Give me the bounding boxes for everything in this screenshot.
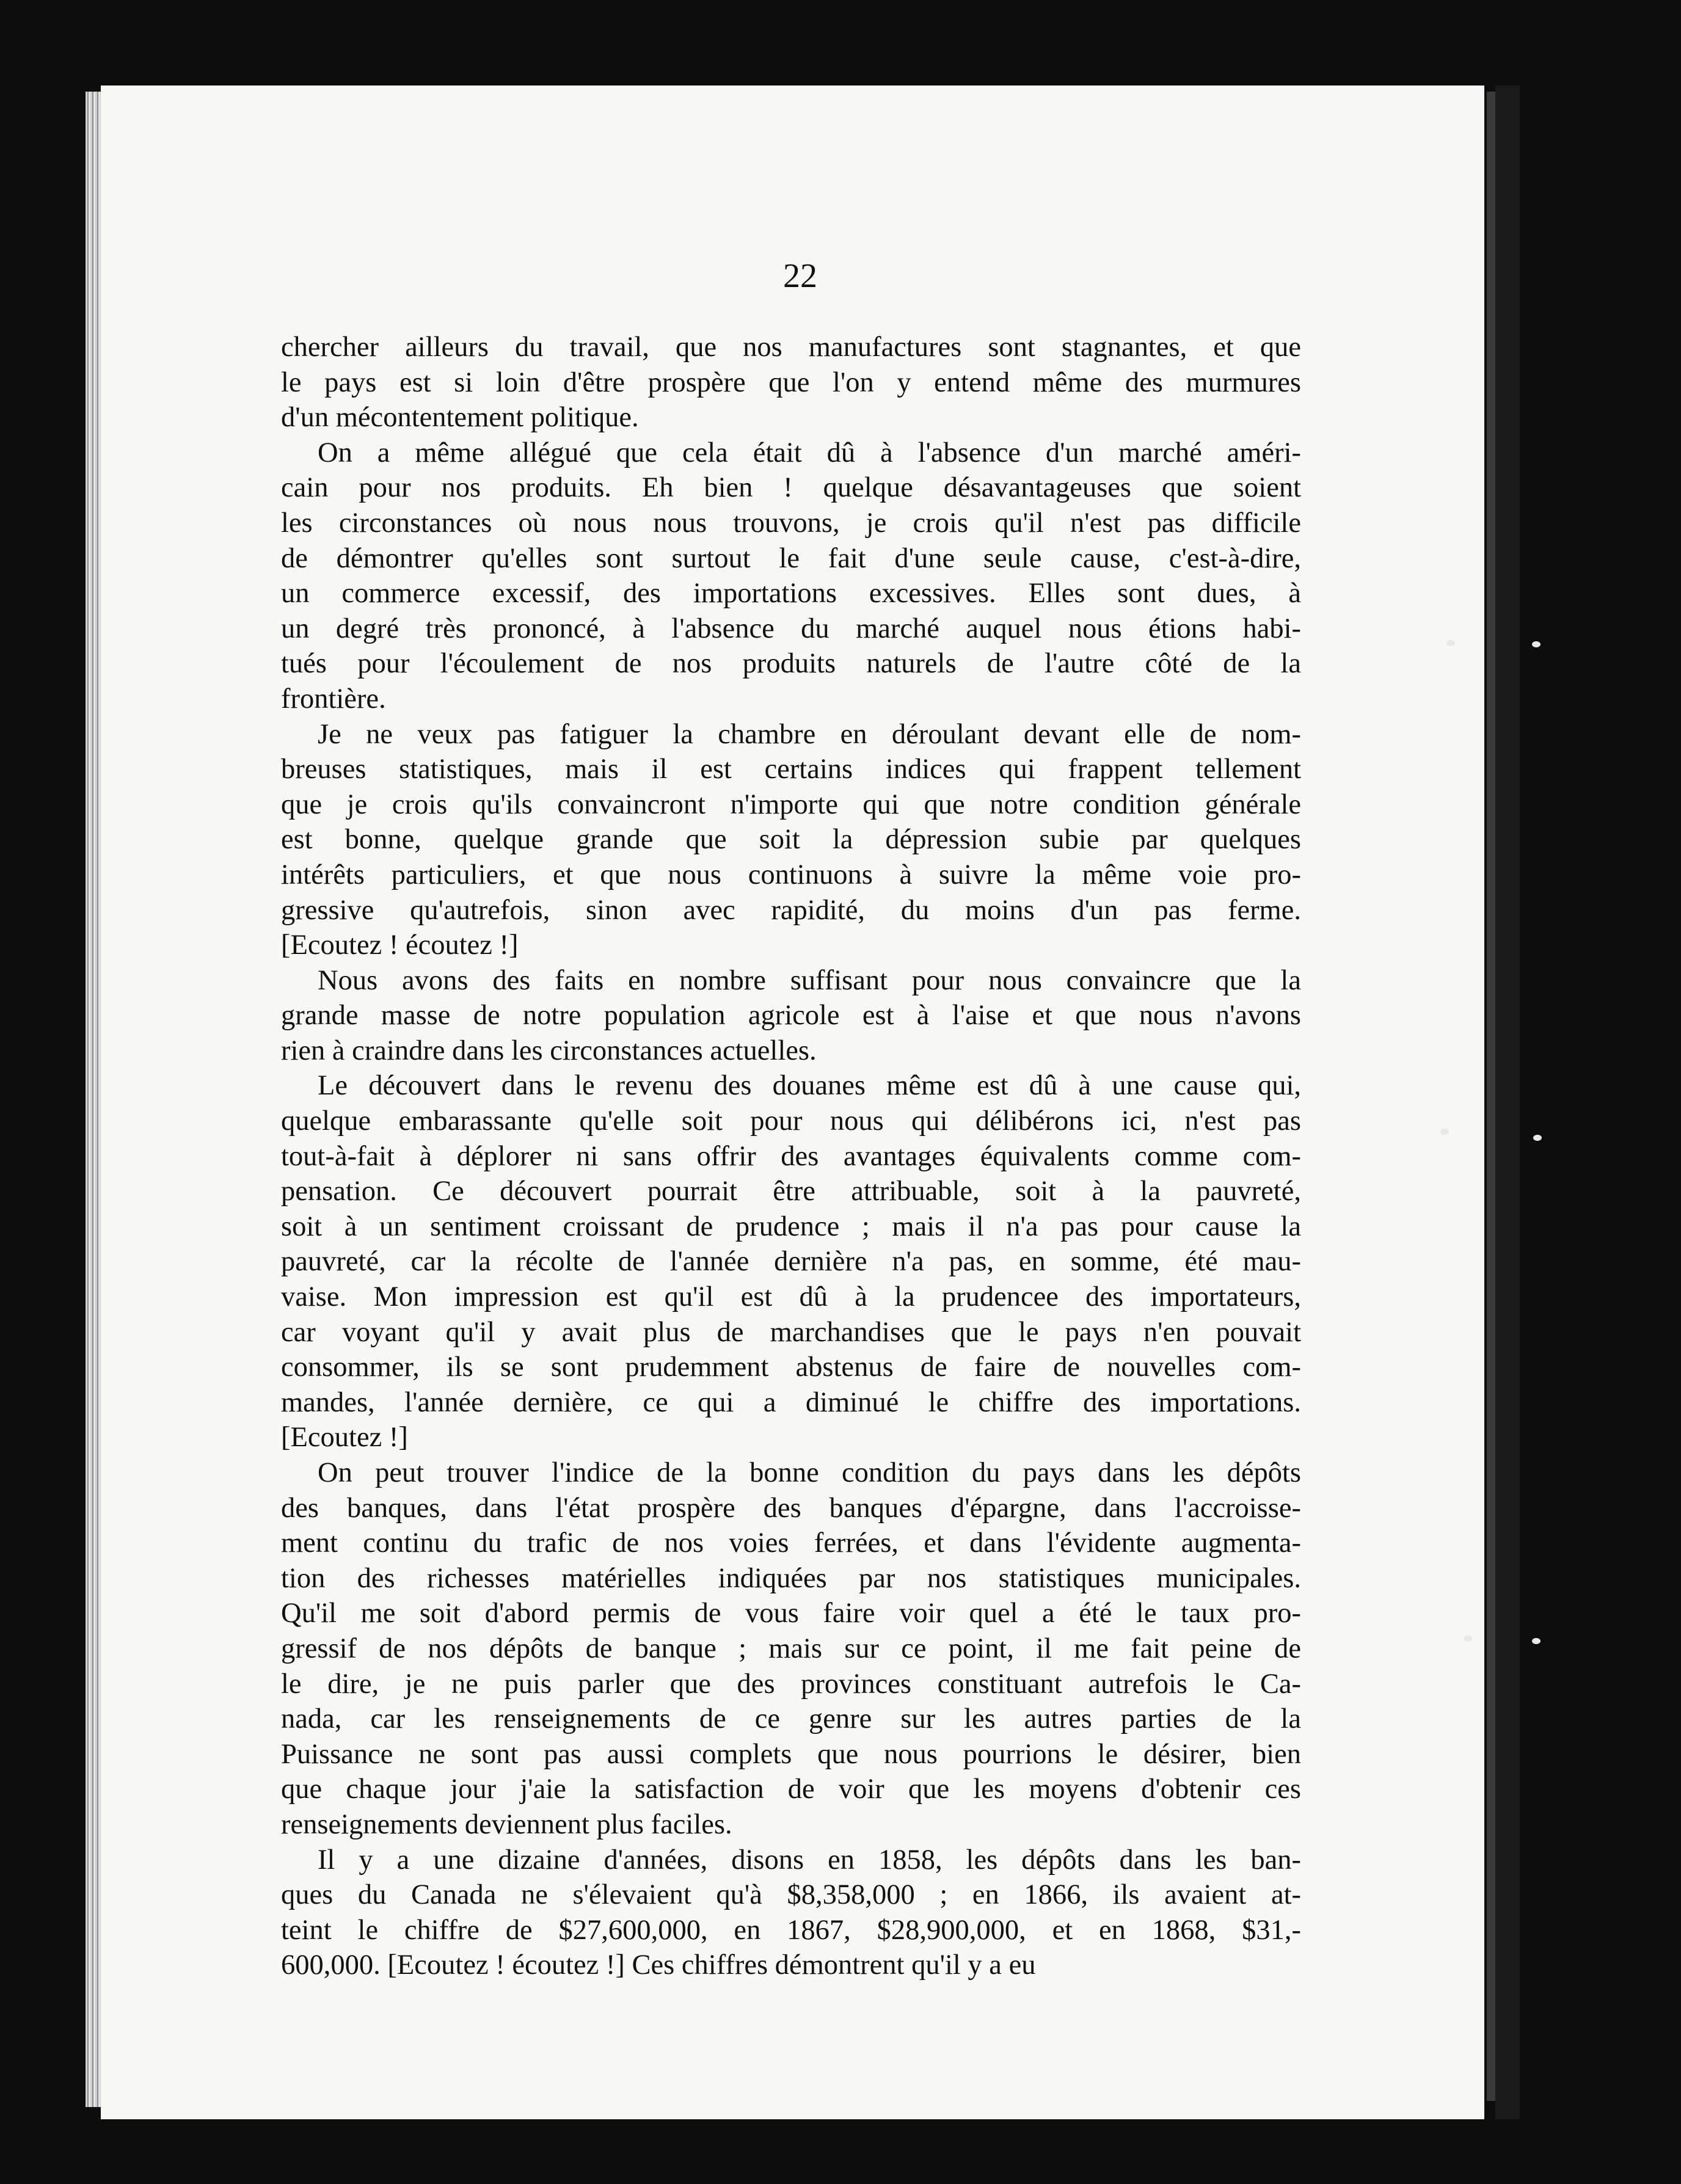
text-line: renseignements deviennent plus faciles.: [281, 1808, 732, 1840]
text-line: mandes, l'année dernière, ce qui a diminué le chiffre des importations.: [281, 1386, 1301, 1418]
text-line: frontière.: [281, 683, 386, 715]
text-line: breuses statistiques, mais il est certains indices qui frappent tellement: [281, 754, 1301, 785]
margin-speck: [1533, 1135, 1542, 1141]
text-line: est bonne, quelque grande que soit la dépression subie par quelques: [281, 824, 1301, 856]
paragraph: [281, 963, 1301, 1069]
text-line: que je crois qu'ils convaincront n'importe qui que notre condition générale: [281, 788, 1301, 820]
text-line: 600,000. [Ecoutez ! écoutez !] Ces chiffres démontrent qu'il y a eu: [281, 1949, 1036, 1981]
text-line: [Ecoutez !]: [281, 1422, 408, 1454]
text-line: chercher ailleurs du travail, que nos manufactures sont stagnantes, et que: [281, 332, 1301, 363]
margin-speck: [1532, 641, 1541, 647]
text-line: le dire, je ne puis parler que des provinces constituant autrefois le Ca-: [281, 1668, 1301, 1700]
text-line: pauvreté, car la récolte de l'année dernière n'a pas, en somme, été mau-: [281, 1246, 1301, 1278]
text-line: Nous avons des faits en nombre suffisant pour nous convaincre que la: [318, 964, 1301, 996]
paragraph: [281, 1455, 1301, 1843]
margin-speck: [1532, 1638, 1541, 1644]
page-number: 22: [783, 257, 817, 295]
paragraph: [281, 435, 1301, 717]
margin-speck: [1446, 640, 1455, 646]
text-line: Puissance ne sont pas aussi complets que nous pourrions le désirer, bien: [281, 1738, 1301, 1770]
binding-edge: [1487, 92, 1495, 2101]
text-line: grande masse de notre population agricole est à l'aise et que nous n'avons: [281, 1000, 1301, 1032]
text-line: [Ecoutez ! écoutez !]: [281, 930, 519, 961]
text-line: Je ne veux pas fatiguer la chambre en déroulant devant elle de nom-: [318, 718, 1301, 750]
text-line: un commerce excessif, des importations excessives. Elles sont dues, à: [281, 578, 1301, 610]
text-line: le pays est si loin d'être prospère que l'on y entend même des murmures: [281, 366, 1301, 398]
text-line: car voyant qu'il y avait plus de marchandises que le pays n'en pouvait: [281, 1316, 1301, 1348]
margin-speck: [1464, 1636, 1472, 1642]
text-line: tout-à-fait à déplorer ni sans offrir des avantages équivalents comme com-: [281, 1140, 1301, 1172]
text-line: cain pour nos produits. Eh bien ! quelque désavantageuses que soient: [281, 472, 1301, 504]
text-line: des banques, dans l'état prospère des banques d'épargne, dans l'accroisse-: [281, 1492, 1301, 1524]
text-line: Le découvert dans le revenu des douanes même est dû à une cause qui,: [318, 1070, 1301, 1102]
text-line: de démontrer qu'elles sont surtout le fait d'une seule cause, c'est-à-dire,: [281, 542, 1301, 574]
text-line: vaise. Mon impression est qu'il est dû à la prudencee des importateurs,: [281, 1281, 1301, 1313]
text-line: pensation. Ce découvert pourrait être attribuable, soit à la pauvreté,: [281, 1176, 1301, 1207]
text-line: les circonstances où nous nous trouvons, je crois qu'il n'est pas difficile: [281, 507, 1301, 539]
text-line: consommer, ils se sont prudemment abstenus de faire de nouvelles com-: [281, 1352, 1301, 1383]
text-line: gressive qu'autrefois, sinon avec rapidité, du moins d'un pas ferme.: [281, 894, 1301, 926]
text-line: soit à un sentiment croissant de prudence ; mais il n'a pas pour cause la: [281, 1210, 1301, 1242]
text-line: ques du Canada ne s'élevaient qu'à $8,358,000 ; en 1866, ils avaient at-: [281, 1879, 1301, 1911]
text-line: quelque embarassante qu'elle soit pour nous qui délibérons ici, n'est pas: [281, 1105, 1301, 1137]
text-line: nada, car les renseignements de ce genre sur les autres parties de la: [281, 1703, 1301, 1735]
text-line: rien à craindre dans les circonstances actuelles.: [281, 1035, 817, 1066]
text-line: tués pour l'écoulement de nos produits naturels de l'autre côté de la: [281, 648, 1301, 680]
paragraph: [281, 717, 1301, 963]
text-line: tion des richesses matérielles indiquées par nos statistiques municipales.: [281, 1562, 1301, 1594]
text-line: On peut trouver l'indice de la bonne condition du pays dans les dépôts: [318, 1457, 1301, 1488]
text-line: ment continu du trafic de nos voies ferrées, et dans l'évidente augmenta-: [281, 1527, 1301, 1559]
paragraph: [281, 1068, 1301, 1455]
margin-speck: [1440, 1129, 1449, 1135]
paragraph: [281, 1843, 1301, 1983]
text-line: que chaque jour j'aie la satisfaction de voir que les moyens d'obtenir ces: [281, 1774, 1301, 1805]
text-line: un degré très prononcé, à l'absence du marché auquel nous étions habi-: [281, 613, 1301, 644]
page-stack-edges: [86, 92, 103, 2107]
body-text: [281, 330, 1301, 1983]
text-line: On a même allégué que cela était dû à l'absence d'un marché améri-: [318, 437, 1301, 468]
text-line: d'un mécontentement politique.: [281, 402, 639, 434]
text-line: Qu'il me soit d'abord permis de vous faire voir quel a été le taux pro-: [281, 1598, 1301, 1629]
text-line: Il y a une dizaine d'années, disons en 1858, les dépôts dans les ban-: [318, 1844, 1301, 1876]
text-line: intérêts particuliers, et que nous continuons à suivre la même voie pro-: [281, 859, 1301, 890]
text-line: gressif de nos dépôts de banque ; mais sur ce point, il me fait peine de: [281, 1633, 1301, 1664]
binding-shadow: [1495, 86, 1520, 2119]
text-line: teint le chiffre de $27,600,000, en 1867, $28,900,000, et en 1868, $31,-: [281, 1914, 1301, 1946]
paragraph: [281, 330, 1301, 435]
